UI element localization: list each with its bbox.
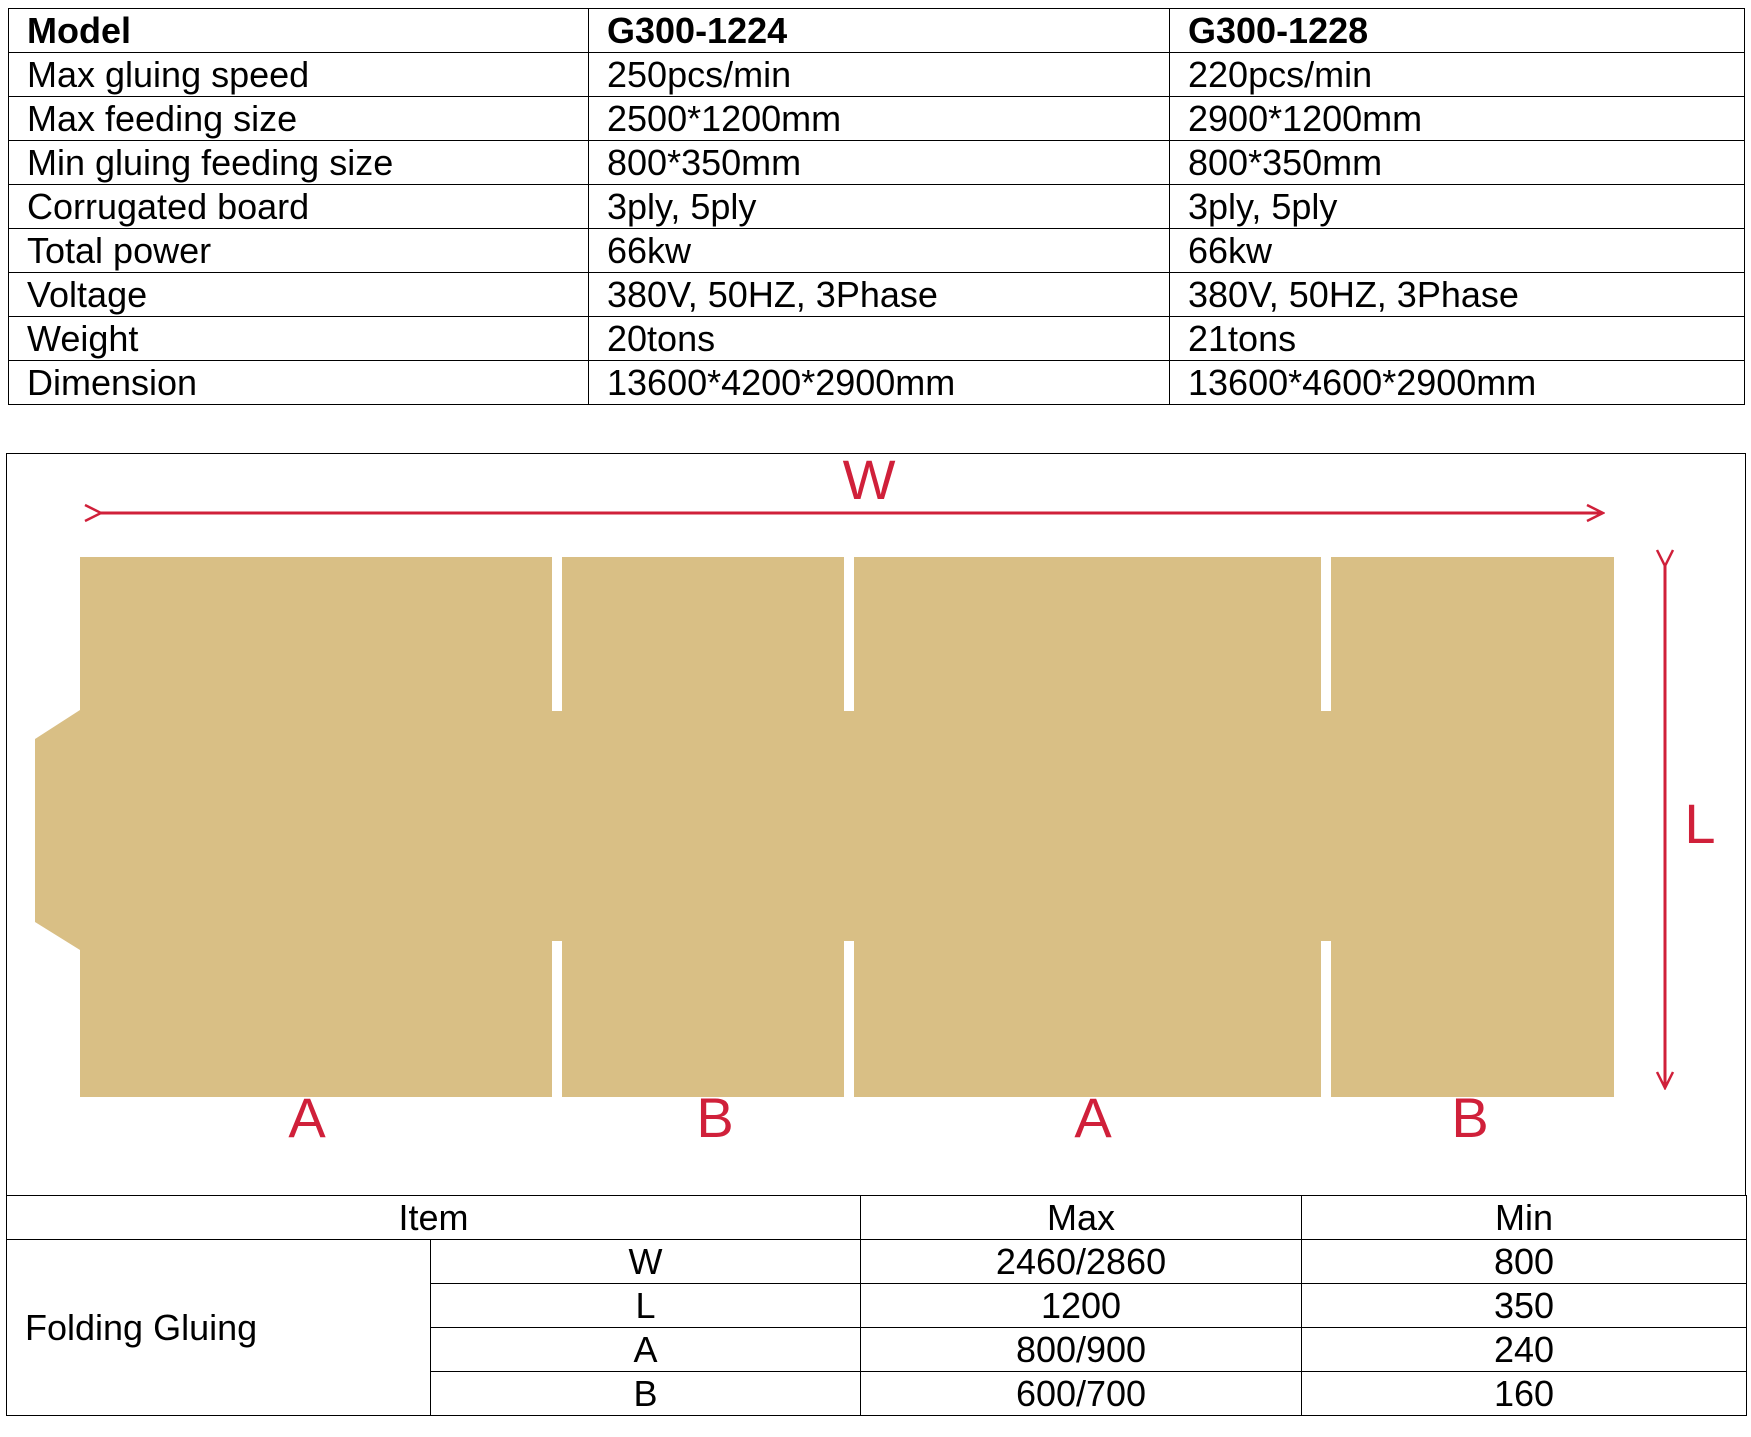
spec-label: Total power bbox=[9, 229, 589, 273]
box-blank-diagram bbox=[6, 453, 1746, 1195]
spec-row bbox=[9, 229, 1745, 273]
spec-value: 250pcs/min bbox=[589, 53, 1170, 97]
size-min: 800 bbox=[1302, 1240, 1747, 1284]
spec-row bbox=[9, 273, 1745, 317]
board-blank bbox=[35, 557, 1614, 1097]
size-max: 1200 bbox=[861, 1284, 1302, 1328]
spec-value: 800*350mm bbox=[1170, 141, 1745, 185]
spec-value: 380V, 50HZ, 3Phase bbox=[589, 273, 1170, 317]
panel-label-a: A bbox=[288, 1086, 326, 1149]
size-item: W bbox=[431, 1240, 861, 1284]
slot-cut bbox=[1321, 554, 1331, 711]
spec-row bbox=[9, 97, 1745, 141]
size-header-cell: Min bbox=[1302, 1196, 1747, 1240]
spec-label: Max gluing speed bbox=[9, 53, 589, 97]
spec-header-row bbox=[9, 9, 1745, 53]
size-max: 600/700 bbox=[861, 1372, 1302, 1416]
spec-row bbox=[9, 361, 1745, 405]
slot-cut bbox=[1321, 941, 1331, 1100]
spec-value: 2900*1200mm bbox=[1170, 97, 1745, 141]
size-header-row bbox=[7, 1196, 1747, 1240]
spec-table bbox=[8, 8, 1745, 405]
spec-row bbox=[9, 141, 1745, 185]
spec-label: Weight bbox=[9, 317, 589, 361]
spec-value: 13600*4200*2900mm bbox=[589, 361, 1170, 405]
size-range-table bbox=[6, 1195, 1747, 1416]
spec-value: 800*350mm bbox=[589, 141, 1170, 185]
spec-label: Min gluing feeding size bbox=[9, 141, 589, 185]
spec-value: 3ply, 5ply bbox=[589, 185, 1170, 229]
slot-cut bbox=[552, 554, 562, 711]
width-label: W bbox=[842, 454, 896, 511]
spec-label: Voltage bbox=[9, 273, 589, 317]
spec-row bbox=[9, 317, 1745, 361]
size-item: A bbox=[431, 1328, 861, 1372]
spec-row bbox=[9, 185, 1745, 229]
length-label: L bbox=[1684, 791, 1716, 855]
diagram-canvas bbox=[7, 454, 1745, 1196]
spec-value: 380V, 50HZ, 3Phase bbox=[1170, 273, 1745, 317]
slot-cut bbox=[844, 554, 854, 711]
spec-label: Max feeding size bbox=[9, 97, 589, 141]
spec-header-cell: G300-1224 bbox=[589, 9, 1170, 53]
spec-header-cell: Model bbox=[9, 9, 589, 53]
slot-cut bbox=[552, 941, 562, 1100]
size-max: 800/900 bbox=[861, 1328, 1302, 1372]
size-min: 240 bbox=[1302, 1328, 1747, 1372]
size-min: 350 bbox=[1302, 1284, 1747, 1328]
panel-label-b: B bbox=[696, 1086, 734, 1149]
spec-value: 66kw bbox=[1170, 229, 1745, 273]
size-group-label: Folding Gluing bbox=[7, 1240, 431, 1416]
spec-value: 20tons bbox=[589, 317, 1170, 361]
size-item: B bbox=[431, 1372, 861, 1416]
slot-cut bbox=[844, 941, 854, 1100]
spec-label: Dimension bbox=[9, 361, 589, 405]
spec-value: 66kw bbox=[589, 229, 1170, 273]
spec-row bbox=[9, 53, 1745, 97]
spec-header-cell: G300-1228 bbox=[1170, 9, 1745, 53]
size-max: 2460/2860 bbox=[861, 1240, 1302, 1284]
spec-value: 21tons bbox=[1170, 317, 1745, 361]
spec-value: 220pcs/min bbox=[1170, 53, 1745, 97]
panel-label-a: A bbox=[1074, 1086, 1112, 1149]
spec-value: 2500*1200mm bbox=[589, 97, 1170, 141]
panel-label-b: B bbox=[1451, 1086, 1489, 1149]
size-header-cell: Item bbox=[7, 1196, 861, 1240]
size-row bbox=[7, 1240, 1747, 1284]
size-min: 160 bbox=[1302, 1372, 1747, 1416]
spec-value: 13600*4600*2900mm bbox=[1170, 361, 1745, 405]
spec-value: 3ply, 5ply bbox=[1170, 185, 1745, 229]
size-item: L bbox=[431, 1284, 861, 1328]
spec-label: Corrugated board bbox=[9, 185, 589, 229]
size-header-cell: Max bbox=[861, 1196, 1302, 1240]
